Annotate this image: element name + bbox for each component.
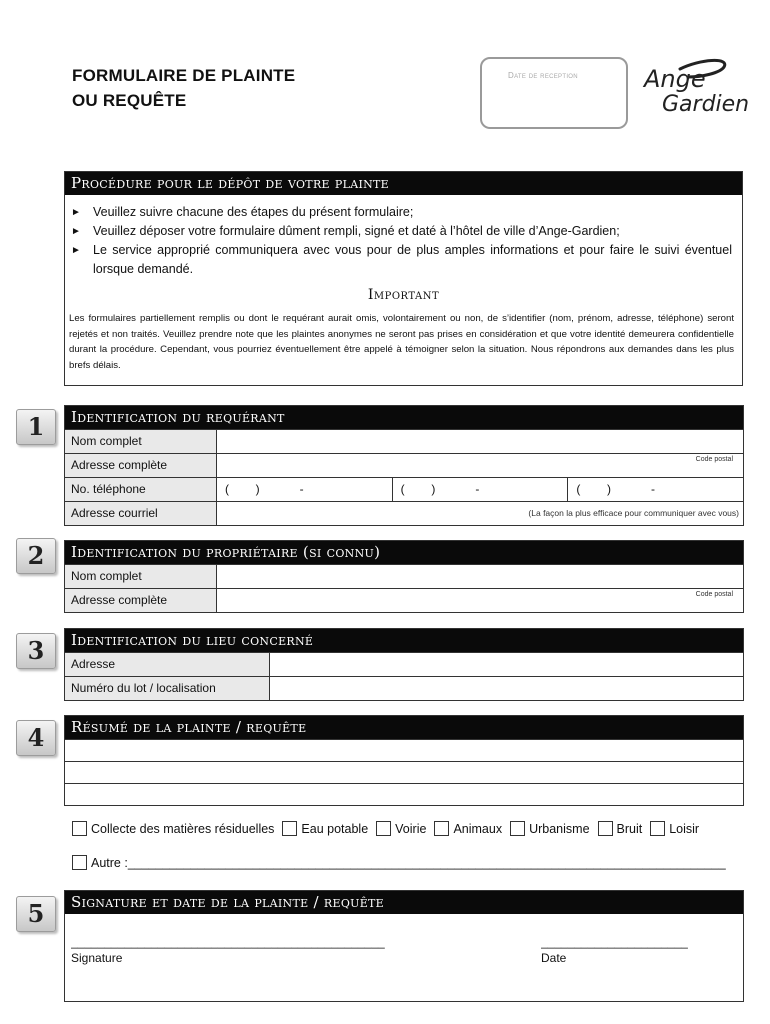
summary-line-3[interactable]: [65, 783, 743, 805]
title-line-2: OU REQUÊTE: [72, 91, 187, 110]
section-number-3: 3: [16, 633, 56, 669]
row-adresse: [65, 588, 743, 612]
checkbox-eau-potable[interactable]: [282, 821, 368, 836]
procedure-bullet: ► Veuillez suivre chacune des étapes du présent formulaire;: [71, 203, 732, 222]
input-adresse-courriel[interactable]: [217, 502, 743, 525]
procedure-bullet: ► Veuillez déposer votre formulaire dûment rempli, signé et daté à l’hôtel de ville d’Ange-Gardien;: [71, 222, 732, 241]
section-4-summary: [64, 715, 744, 806]
row-nom-complet: [65, 429, 743, 453]
procedure-bullet: ► Le service approprié communiquera avec vous pour de plus amples informations et pour faire le suivi éventuel lorsque demandé.: [71, 241, 732, 279]
input-autre-line[interactable]: ______________________________________________________________________________________: [127, 855, 726, 870]
label-nom-complet: Nom complet: [65, 565, 217, 588]
important-title: Important: [367, 287, 440, 303]
checkbox-box[interactable]: [510, 821, 525, 836]
row-telephone: [65, 477, 743, 501]
checkbox-box[interactable]: [434, 821, 449, 836]
summary-line-1[interactable]: [65, 739, 743, 761]
input-nom-complet[interactable]: [217, 430, 743, 453]
section-number-2: 2: [16, 538, 56, 574]
category-checkboxes: [72, 821, 752, 836]
input-adresse-complete[interactable]: [217, 454, 743, 477]
checkbox-loisir[interactable]: [650, 821, 699, 836]
checkbox-box[interactable]: [72, 821, 87, 836]
checkbox-collecte[interactable]: [72, 821, 274, 836]
procedure-title: Procédure pour le dépôt de votre plainte: [65, 172, 742, 195]
row-lot: [65, 676, 743, 700]
section-2-title: Identification du propriétaire (si connu): [65, 541, 743, 564]
section-3-location: [64, 628, 744, 701]
form-title: [72, 63, 295, 113]
checkbox-label: Voirie: [395, 821, 427, 836]
section-1-requester: [64, 405, 744, 526]
checkbox-urbanisme[interactable]: [510, 821, 589, 836]
label-numero-lot: Numéro du lot / localisation: [65, 677, 270, 700]
row-courriel: [65, 501, 743, 525]
section-5-signature: [64, 890, 744, 1002]
signature-line[interactable]: _______________________________________________: [71, 935, 385, 949]
code-postal-note: Code postal: [695, 591, 733, 598]
checkbox-label: Urbanisme: [529, 821, 590, 836]
checkbox-bruit[interactable]: [598, 821, 643, 836]
date-line[interactable]: ______________________: [541, 935, 688, 949]
section-2-owner: [64, 540, 744, 613]
row-nom-complet: [65, 564, 743, 588]
label-adresse: Adresse: [65, 653, 270, 676]
label-nom-complet: Nom complet: [65, 430, 217, 453]
row-adresse: [65, 453, 743, 477]
input-owner-adresse[interactable]: [217, 589, 743, 612]
section-1-title: Identification du requérant: [65, 406, 743, 429]
input-lieu-adresse[interactable]: [270, 653, 743, 676]
section-5-title: Signature et date de la plainte / requête: [65, 891, 743, 914]
checkbox-box[interactable]: [650, 821, 665, 836]
section-4-title: Résumé de la plainte / requête: [65, 716, 743, 739]
date-label: Date: [541, 951, 567, 965]
checkbox-box[interactable]: [282, 821, 297, 836]
input-numero-lot[interactable]: [270, 677, 743, 700]
checkbox-label: Collecte des matières résiduelles: [91, 821, 275, 836]
title-line-1: FORMULAIRE DE PLAINTE: [72, 66, 296, 85]
checkbox-box[interactable]: [598, 821, 613, 836]
checkbox-voirie[interactable]: [376, 821, 426, 836]
logo-text-gardien: Gardien: [662, 92, 750, 117]
section-3-title: Identification du lieu concerné: [65, 629, 743, 652]
label-telephone: No. téléphone: [65, 478, 217, 501]
procedure-section: [64, 171, 743, 386]
input-owner-nom-complet[interactable]: [217, 565, 743, 588]
summary-line-2[interactable]: [65, 761, 743, 783]
label-autre: Autre :: [91, 855, 128, 870]
checkbox-animaux[interactable]: [434, 821, 502, 836]
code-postal-note: Code postal: [695, 456, 733, 463]
section-number-1: 1: [16, 409, 56, 445]
other-category-row: [72, 855, 742, 870]
logo-text-ange: Ange: [644, 65, 706, 93]
checkbox-box[interactable]: [376, 821, 391, 836]
checkbox-label: Eau potable: [301, 821, 369, 836]
section-number-4: 4: [16, 720, 56, 756]
reception-date-label: Date de reception: [508, 71, 578, 80]
label-adresse-complete: Adresse complète: [65, 454, 217, 477]
input-telephone-1[interactable]: ( ) -: [217, 478, 393, 501]
label-adresse-complete: Adresse complète: [65, 589, 217, 612]
row-adresse-lieu: [65, 652, 743, 676]
signature-label: Signature: [71, 951, 123, 965]
checkbox-label: Loisir: [669, 821, 700, 836]
label-adresse-courriel: Adresse courriel: [65, 502, 217, 525]
reception-date-box[interactable]: [480, 57, 628, 129]
input-telephone-3[interactable]: ( ) -: [576, 482, 656, 496]
input-telephone-2[interactable]: ( ) -: [393, 478, 569, 501]
important-text: Les formulaires partiellement remplis ou dont le requérant aurait omis, volontairement ou non, de s’identifier (nom, prénom, adresse, téléphone) seront rejetés et non traités. Veuillez prendre note que les plaintes anonymes ne seront pas prises en considération et que votre identité demeurera confidentielle durant la procédure. Cependant, vous pourriez éventuellement être appelé à témoigner selon la situation. Nous répondrons aux demandes dans les plus brefs délais.: [69, 313, 734, 371]
section-number-5: 5: [16, 896, 56, 932]
checkbox-label: Bruit: [616, 821, 643, 836]
checkbox-label: Animaux: [453, 821, 503, 836]
ange-gardien-logo: [640, 55, 758, 117]
telephone-fields: [217, 478, 743, 501]
procedure-list: [71, 203, 732, 279]
checkbox-autre[interactable]: [72, 855, 87, 870]
courriel-note: (La façon la plus efficace pour communiquer avec vous): [528, 508, 739, 518]
